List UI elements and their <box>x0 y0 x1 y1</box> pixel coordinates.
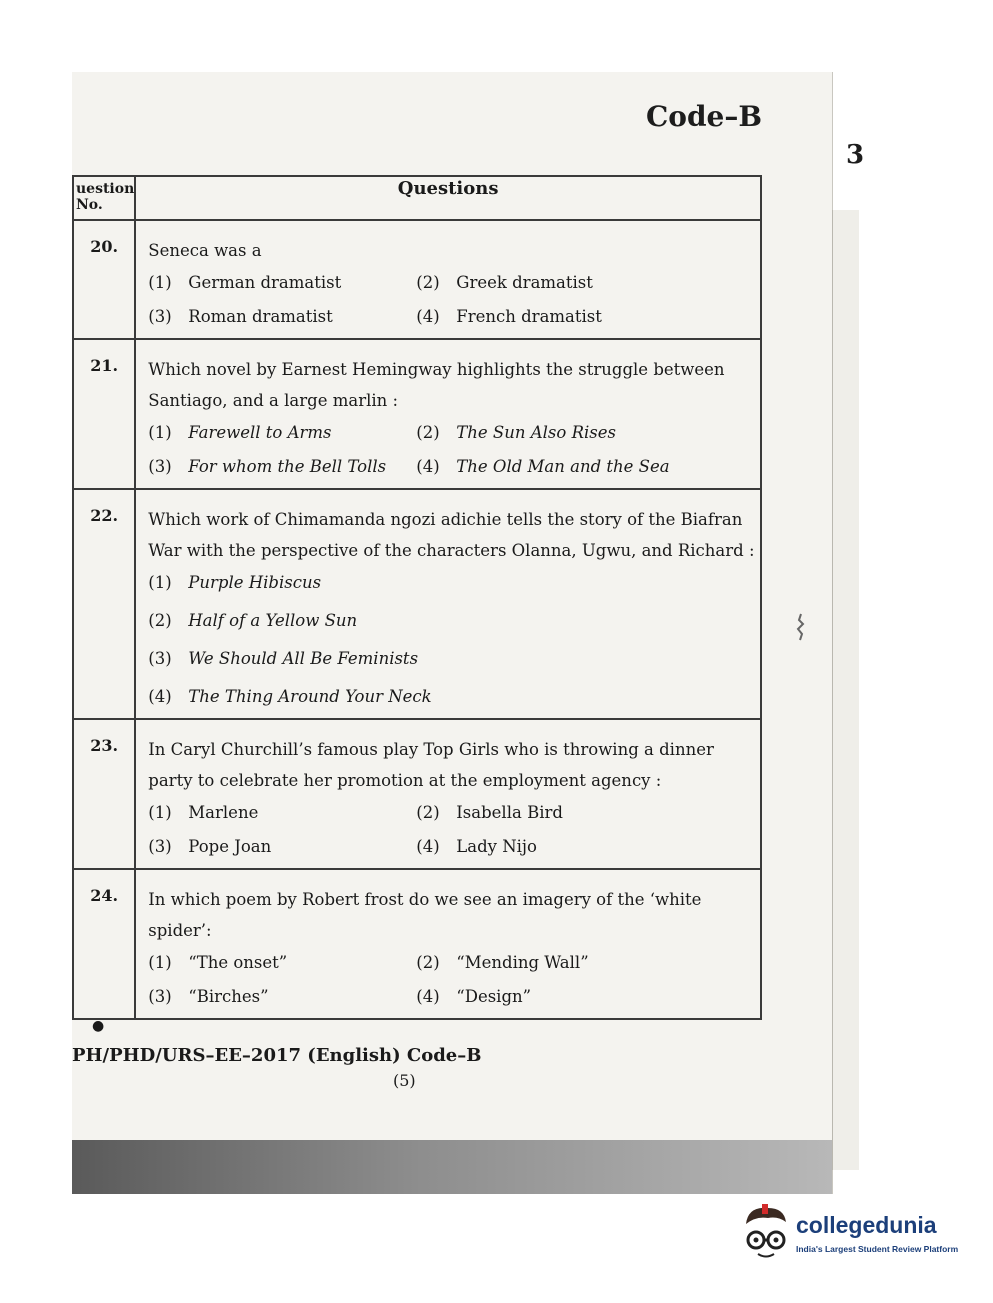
bullet-mark: ● <box>92 1018 105 1034</box>
question-text: Which work of Chimamanda ngozi adichie tells the story of the Biafran War with the perspective of the characters Olanna, Ugwu, and Richard : <box>148 510 755 560</box>
option-key: (2) <box>148 611 172 630</box>
option-item <box>148 648 756 670</box>
question-body <box>135 869 761 1019</box>
option-key: (4) <box>416 307 440 326</box>
question-text: Seneca was a <box>148 241 262 260</box>
question-row <box>73 489 761 719</box>
option-item <box>148 610 756 632</box>
option-key: (2) <box>416 803 440 822</box>
logo-brand-text: collegedunia <box>796 1212 937 1238</box>
option-item <box>148 456 416 478</box>
question-row <box>73 719 761 869</box>
margin-scribble <box>792 612 810 642</box>
question-text: In Caryl Churchill’s famous play Top Girls who is throwing a dinner party to celebrate her promotion at the employment agency : <box>148 740 714 790</box>
option-key: (1) <box>148 573 172 592</box>
option-text: Greek dramatist <box>456 273 593 292</box>
option-item <box>148 572 756 594</box>
option-key: (2) <box>416 273 440 292</box>
option-item <box>416 272 756 294</box>
option-key: (2) <box>416 423 440 442</box>
option-item <box>148 986 416 1008</box>
options-list <box>148 572 756 708</box>
question-number: 22. <box>73 489 135 719</box>
option-text: Pope Joan <box>188 837 272 856</box>
option-text: “Mending Wall” <box>456 953 589 972</box>
question-number: 20. <box>73 220 135 339</box>
scan-bottom-shadow <box>72 1140 832 1194</box>
option-text: “Design” <box>456 987 532 1006</box>
question-number: 23. <box>73 719 135 869</box>
option-text: “The onset” <box>188 953 288 972</box>
column-header-no-text: uestion No. <box>76 181 135 213</box>
column-header-questions: Questions <box>135 176 761 220</box>
code-title: Code–B <box>646 100 763 133</box>
question-body <box>135 339 761 489</box>
option-key: (1) <box>148 953 172 972</box>
option-key: (1) <box>148 803 172 822</box>
question-number: 21. <box>73 339 135 489</box>
option-key: (4) <box>148 687 172 706</box>
option-item <box>416 422 756 444</box>
option-text: The Thing Around Your Neck <box>188 687 432 706</box>
option-text: Farewell to Arms <box>188 423 332 442</box>
option-item <box>416 836 756 858</box>
option-item <box>416 456 756 478</box>
underlying-sheet-edge <box>832 210 859 1170</box>
questions-table <box>72 175 762 1020</box>
question-body <box>135 719 761 869</box>
option-key: (4) <box>416 837 440 856</box>
option-key: (3) <box>148 457 172 476</box>
option-key: (1) <box>148 273 172 292</box>
question-text: In which poem by Robert frost do we see an imagery of the ‘white spider’: <box>148 890 702 940</box>
question-row <box>73 869 761 1019</box>
option-key: (4) <box>416 457 440 476</box>
option-item <box>148 272 416 294</box>
option-text: Isabella Bird <box>456 803 563 822</box>
option-text: For whom the Bell Tolls <box>188 457 387 476</box>
question-number: 24. <box>73 869 135 1019</box>
option-key: (4) <box>416 987 440 1006</box>
option-item <box>416 802 756 824</box>
mascot-icon <box>738 1202 794 1262</box>
option-key: (3) <box>148 649 172 668</box>
option-item <box>416 986 756 1008</box>
option-key: (3) <box>148 307 172 326</box>
options-list <box>148 802 756 858</box>
questions-body <box>73 220 761 1019</box>
option-text: Roman dramatist <box>188 307 333 326</box>
option-text: Half of a Yellow Sun <box>188 611 358 630</box>
side-mark: 3 <box>846 140 865 170</box>
options-list <box>148 952 756 1008</box>
option-key: (2) <box>416 953 440 972</box>
option-item <box>148 306 416 328</box>
options-list <box>148 422 756 478</box>
option-text: French dramatist <box>456 307 602 326</box>
question-body <box>135 489 761 719</box>
option-item <box>148 802 416 824</box>
column-header-no <box>73 176 135 220</box>
option-text: The Sun Also Rises <box>456 423 616 442</box>
option-item <box>148 952 416 974</box>
question-row <box>73 339 761 489</box>
options-list <box>148 272 756 328</box>
option-key: (1) <box>148 423 172 442</box>
option-item <box>148 836 416 858</box>
option-text: “Birches” <box>188 987 269 1006</box>
page-number: (5) <box>393 1071 416 1090</box>
option-text: We Should All Be Feminists <box>188 649 419 668</box>
question-body <box>135 220 761 339</box>
footer-code-line: PH/PHD/URS–EE–2017 (English) Code–B <box>72 1045 482 1066</box>
option-key: (3) <box>148 987 172 1006</box>
option-key: (3) <box>148 837 172 856</box>
question-row <box>73 220 761 339</box>
option-item <box>416 306 756 328</box>
collegedunia-logo[interactable] <box>738 1202 968 1262</box>
option-item <box>148 422 416 444</box>
option-text: Marlene <box>188 803 259 822</box>
logo-tagline: India's Largest Student Review Platform <box>796 1244 959 1254</box>
option-text: The Old Man and the Sea <box>456 457 670 476</box>
option-item <box>416 952 756 974</box>
option-text: German dramatist <box>188 273 342 292</box>
option-item <box>148 686 756 708</box>
option-text: Purple Hibiscus <box>188 573 322 592</box>
question-text: Which novel by Earnest Hemingway highlights the struggle between Santiago, and a large marlin : <box>148 360 725 410</box>
option-text: Lady Nijo <box>456 837 537 856</box>
